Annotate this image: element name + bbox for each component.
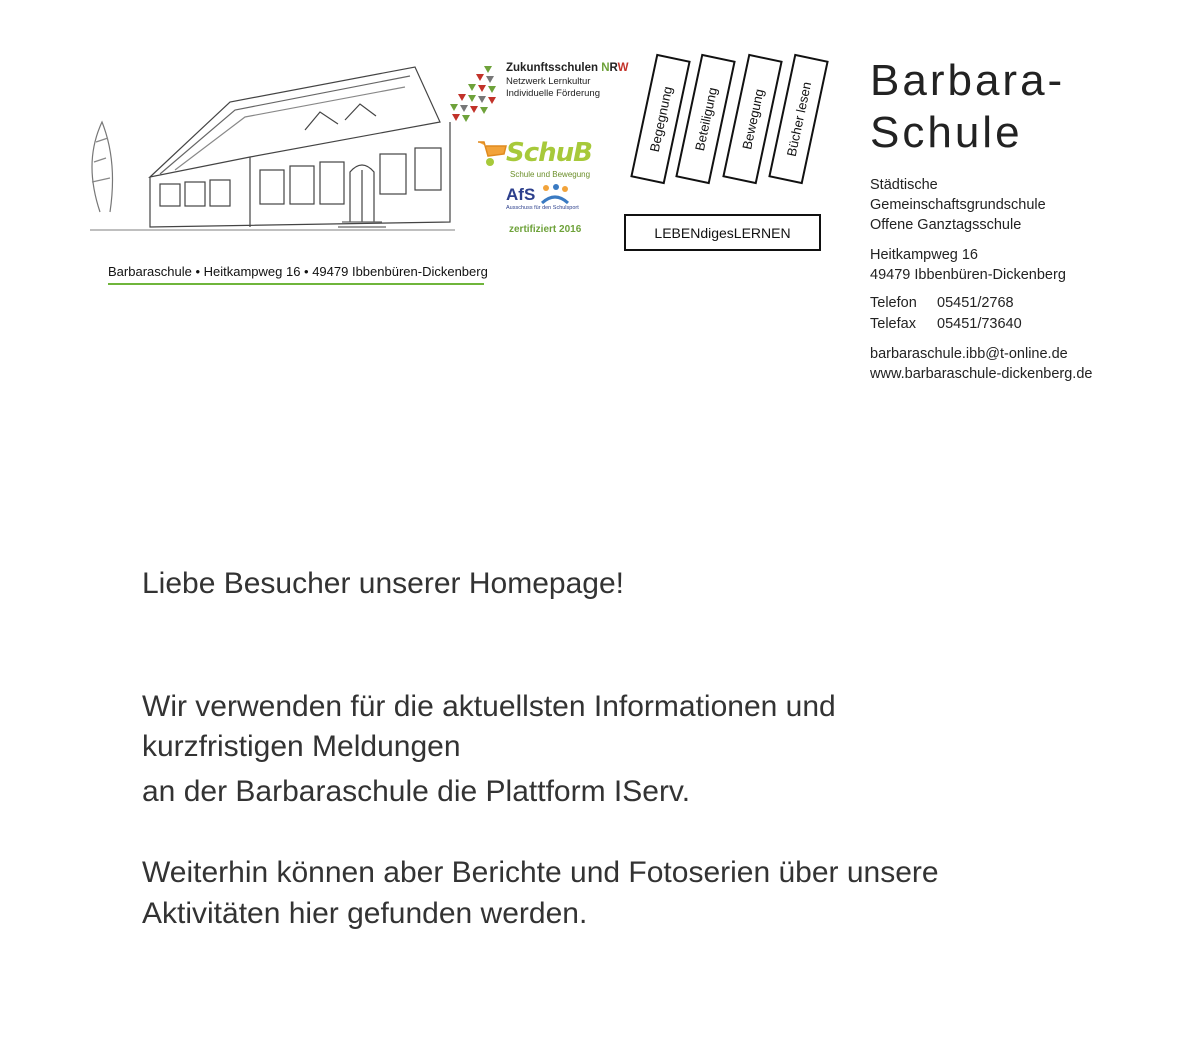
address-underline: [108, 283, 484, 285]
zukunftsschulen-triangles-icon: [448, 64, 498, 122]
school-name-line2: Schule: [870, 108, 1023, 157]
schub-subtitle: Schule und Bewegung: [510, 170, 591, 179]
nrw-letter-n: N: [601, 62, 610, 74]
zukunftsschulen-title: [506, 62, 628, 74]
schub-logo-text: SchuB: [506, 138, 592, 168]
afs-logo-text: AfS: [506, 185, 536, 204]
paragraph1-line2: kurzfristigen Meldungen: [142, 730, 461, 763]
afs-figures-icon: [540, 183, 570, 207]
paragraph2-line1: Weiterhin können aber Berichte und Fotoserien über unsere: [142, 856, 939, 889]
phone-label: Telefon: [870, 295, 917, 311]
school-type-line1: Städtische: [870, 177, 938, 193]
school-type-line3: Offene Ganztagsschule: [870, 217, 1022, 233]
wheelbarrow-icon: [476, 138, 508, 168]
tag-label: Bücher lesen: [783, 80, 814, 158]
contact-city: 49479 Ibbenbüren-Dickenberg: [870, 267, 1066, 283]
zukunftsschulen-title-text: Zukunftsschulen: [506, 62, 602, 74]
tag-label: Beteiligung: [691, 85, 720, 153]
lebendiges-lernen-box: LEBENdigesLERNEN: [624, 214, 821, 251]
fax-value: 05451/73640: [937, 316, 1022, 332]
paragraph1-line3: an der Barbaraschule die Plattform IServ.: [142, 775, 691, 808]
paragraph1-line1: Wir verwenden für die aktuellsten Informationen und: [142, 690, 836, 723]
zukunftsschulen-line2: Netzwerk Lernkultur: [506, 76, 591, 87]
fax-label: Telefax: [870, 316, 916, 332]
contact-phone: [870, 295, 1014, 311]
contact-website: www.barbaraschule-dickenberg.de: [870, 366, 1093, 382]
contact-fax: [870, 316, 1022, 332]
contact-street: Heitkampweg 16: [870, 247, 978, 263]
school-name-line1: Barbara-: [870, 56, 1066, 105]
phone-value: 05451/2768: [937, 295, 1014, 311]
school-building-sketch-icon: [80, 62, 460, 237]
tag-label: Bewegung: [738, 87, 767, 151]
afs-certified: zertifiziert 2016: [509, 224, 582, 235]
zukunftsschulen-line3: Individuelle Förderung: [506, 88, 601, 99]
school-type-line2: Gemeinschaftsgrundschule: [870, 197, 1046, 213]
paragraph2-line2: Aktivitäten hier gefunden werden.: [142, 897, 588, 930]
contact-email: barbaraschule.ibb@t-online.de: [870, 346, 1068, 362]
school-address-line: Barbaraschule • Heitkampweg 16 • 49479 Ibbenbüren-Dickenberg: [108, 264, 488, 279]
greeting-text: Liebe Besucher unserer Homepage!: [142, 567, 624, 600]
nrw-letter-r: R: [609, 62, 618, 74]
tag-label: Begegnung: [646, 84, 675, 154]
afs-subtitle: Ausschuss für den Schulsport: [506, 205, 579, 211]
nrw-letter-w: W: [617, 62, 629, 74]
